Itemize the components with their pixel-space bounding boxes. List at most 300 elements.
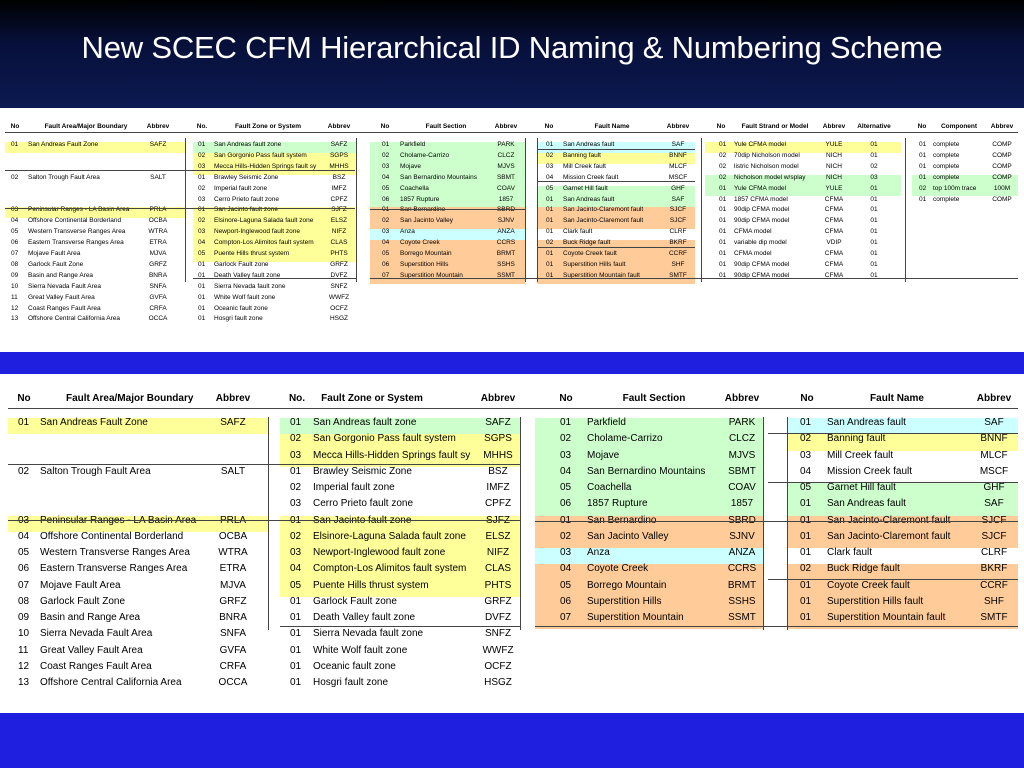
zone-row-4-col-2: Brawley Seismic Zone: [313, 465, 412, 477]
strand-row-6-col-3: CFMA: [824, 195, 844, 203]
table-rule: [370, 278, 1018, 279]
area-row-9-col-1: 09: [18, 612, 30, 623]
zone-row-4-col-1: 01: [198, 173, 206, 181]
section-row-9-col-3: ANZA: [728, 547, 756, 558]
table-rule: [370, 209, 525, 210]
table-rule: [280, 626, 520, 627]
area-row-10-col-2: Sierra Nevada Fault Area: [40, 628, 153, 640]
zone-row-8-col-3: ELSZ: [330, 217, 348, 225]
zone-row-16-col-1: 01: [198, 304, 206, 312]
name-row-8-col-3: SJCF: [669, 217, 687, 225]
area-row-12-col-2: Coast Ranges Fault Area: [40, 660, 152, 672]
section-row-12-col-1: 06: [560, 595, 572, 607]
area-row-6-col-3: ETRA: [219, 563, 247, 575]
strand-row-3-col-3: NICH: [826, 162, 842, 170]
name-row-8-col-2: San Jacinto-Claremont fault: [827, 530, 951, 542]
section-row-9-col-2: Anza: [400, 228, 415, 236]
section-row-6-col-1: 06: [382, 195, 390, 203]
section-row-6-col-2: 1857 Rupture: [587, 498, 648, 510]
zone-row-5-col-3: IMFZ: [331, 184, 347, 192]
zone-header-2: Abbrev: [327, 123, 351, 130]
zone-row-6-col-1: 03: [290, 498, 302, 510]
name-row-1-col-1: 01: [546, 141, 554, 148]
strand-row-6-col-2: 1857 CFMA model: [734, 195, 788, 203]
area-row-13-col-3: OCCA: [218, 677, 248, 688]
zone-row-3-col-2: Mecca Hills-Hidden Springs fault sy: [214, 162, 317, 170]
zone-row-8-col-1: 02: [290, 530, 302, 542]
zone-row-4-col-3: BSZ: [488, 465, 508, 477]
section-row-1-col-3: PARK: [497, 141, 515, 148]
table-rule: [537, 181, 695, 182]
area-row-5-col-3: WTRA: [148, 228, 168, 236]
area-row-10-col-3: SNFA: [149, 282, 167, 290]
slide-title: New SCEC CFM Hierarchical ID Naming & Numbering Scheme: [81, 30, 943, 65]
area-row-3-col-2: Peninsular Ranges - LA Basin Area: [40, 514, 197, 526]
strand-row-2-col-3: NICH: [826, 151, 842, 159]
strand-row-8-col-1: 01: [719, 217, 727, 225]
name-header-1: Fault Name: [594, 123, 630, 130]
area-row-2-col-3: SALT: [220, 465, 246, 477]
area-row-8-col-1: 08: [11, 260, 19, 268]
zone-row-10-col-3: CLAS: [330, 239, 348, 247]
table-rule: [8, 408, 1018, 409]
area-row-5-col-1: 05: [18, 547, 30, 558]
zone-row-13-col-3: DVFZ: [330, 271, 348, 279]
area-row-2-col-1: 02: [11, 173, 19, 181]
name-row-1-col-1: 01: [800, 417, 812, 428]
area-row-1-col-3: SAFZ: [149, 141, 167, 148]
name-row-3-col-2: Mill Creek fault: [827, 449, 894, 461]
section-row-8-col-1: 02: [382, 217, 390, 225]
zone-row-14-col-1: 01: [290, 628, 302, 640]
area-row-4-col-1: 04: [18, 530, 30, 542]
zone-row-14-col-3: SNFZ: [484, 628, 512, 640]
name-row-10-col-2: Buck Ridge fault: [563, 239, 611, 247]
zone-row-16-col-1: 01: [290, 660, 302, 672]
zone-row-3-col-3: MHHS: [329, 162, 349, 170]
table-rule: [5, 170, 355, 171]
strand-row-5-col-3: YULE: [825, 184, 843, 192]
zone-row-6-col-2: Cerro Prieto fault zone: [313, 498, 414, 510]
area-row-6-col-2: Eastern Transverse Ranges Area: [40, 563, 188, 575]
area-row-3-col-1: 03: [18, 514, 30, 526]
section-row-3-col-1: 03: [560, 449, 572, 461]
section-row-1-col-1: 01: [560, 417, 572, 428]
zone-row-9-col-1: 03: [290, 547, 302, 558]
zone-row-15-col-3: WWFZ: [482, 644, 514, 656]
name-header-1: Fault Name: [870, 393, 924, 404]
area-row-5-col-1: 05: [11, 228, 19, 236]
zone-row-5-col-3: IMFZ: [486, 482, 510, 493]
component-row-3-col-3: COMP: [992, 162, 1012, 170]
name-row-11-col-3: CCRF: [980, 579, 1008, 591]
zone-row-5-col-2: Imperial fault zone: [214, 184, 268, 192]
zone-row-3-col-1: 03: [198, 162, 206, 170]
zone-row-6-col-3: CPFZ: [330, 195, 348, 203]
area-row-7-col-2: Mojave Fault Area: [40, 579, 121, 591]
name-row-11-col-2: Coyote Creek fault: [827, 579, 910, 591]
strand-row-1-col-1: 01: [719, 141, 727, 148]
name-row-1-col-2: San Andreas fault: [827, 417, 906, 428]
zone-row-2-col-2: San Gorgonio Pass fault system: [313, 433, 456, 445]
area-row-8-col-3: GRFZ: [149, 260, 167, 268]
section-row-9-col-1: 03: [382, 228, 390, 236]
zone-row-2-col-3: SGPS: [329, 151, 349, 159]
name-row-4-col-1: 04: [800, 465, 812, 477]
section-row-1-col-3: PARK: [728, 417, 756, 428]
section-row-2-col-3: CLCZ: [497, 151, 515, 159]
zone-row-12-col-3: GRFZ: [484, 595, 512, 607]
area-row-4-col-3: OCBA: [148, 217, 168, 225]
zone-row-9-col-1: 03: [198, 228, 206, 236]
section-header-2: Abbrev: [494, 123, 518, 130]
strand-row-12-col-1: 01: [719, 260, 727, 268]
area-row-9-col-3: BNRA: [148, 271, 168, 279]
strand-row-5-col-4: 01: [870, 184, 878, 192]
table-column-rule: [356, 138, 357, 282]
area-row-13-col-2: Offshore Central California Area: [28, 315, 121, 323]
section-header-0: No: [559, 393, 573, 404]
name-row-6-col-2: San Andreas fault: [563, 195, 615, 203]
strand-row-8-col-3: CFMA: [824, 217, 844, 225]
zone-header-0: No.: [288, 393, 306, 404]
area-row-1-col-1: 01: [11, 141, 19, 148]
zone-row-7-col-1: 01: [198, 206, 206, 214]
area-row-12-col-1: 12: [11, 304, 19, 312]
section-row-10-col-3: CCRS: [727, 563, 757, 575]
table-rule: [535, 521, 763, 522]
section-header-1: Fault Section: [425, 123, 467, 130]
area-row-11-col-2: Great Valley Fault Area: [28, 293, 95, 301]
table-column-rule: [701, 138, 702, 282]
section-row-7-col-3: SBRD: [728, 514, 756, 526]
section-row-8-col-2: San Jacinto Valley: [400, 217, 453, 225]
section-row-3-col-3: MJVS: [497, 162, 515, 170]
strand-header-1: Fault Strand or Model: [741, 123, 809, 130]
name-row-12-col-1: 01: [800, 595, 812, 607]
name-row-9-col-3: CLRF: [980, 547, 1008, 558]
zone-row-6-col-2: Cerro Prieto fault zone: [214, 195, 280, 203]
zone-row-1-col-2: San Andreas fault zone: [313, 417, 417, 428]
zone-row-7-col-3: SJFZ: [486, 514, 510, 526]
table-rule: [768, 482, 1018, 483]
table-column-rule: [763, 417, 764, 630]
name-row-11-col-2: Coyote Creek fault: [563, 250, 617, 257]
area-row-13-col-2: Offshore Central California Area: [40, 677, 182, 688]
name-row-7-col-3: SJCF: [981, 514, 1007, 526]
zone-row-7-col-1: 01: [290, 514, 302, 526]
name-row-12-col-3: SHF: [671, 260, 685, 268]
table-column-rule: [525, 138, 526, 282]
zone-row-11-col-2: Puente Hills thrust system: [214, 250, 290, 257]
zone-row-7-col-2: San Jacinto fault zone: [214, 206, 278, 214]
strand-row-9-col-4: 01: [870, 228, 878, 236]
table-column-rule: [185, 138, 186, 282]
zone-row-2-col-3: SGPS: [484, 433, 512, 445]
zone-row-1-col-3: SAFZ: [330, 141, 348, 148]
zone-row-15-col-2: White Wolf fault zone: [214, 293, 276, 301]
name-row-1-col-3: SAF: [984, 417, 1004, 428]
name-row-9-col-1: 01: [546, 228, 554, 236]
area-row-12-col-3: CRFA: [219, 660, 247, 672]
section-row-3-col-1: 03: [382, 162, 390, 170]
section-row-6-col-3: 1857: [498, 195, 514, 203]
section-row-5-col-1: 05: [382, 184, 390, 192]
zone-row-1-col-1: 01: [198, 141, 206, 148]
section-row-5-col-2: Coachella: [400, 184, 429, 192]
name-row-11-col-1: 01: [800, 579, 812, 591]
area-row-4-col-1: 04: [11, 217, 19, 225]
section-row-10-col-3: CCRS: [496, 239, 516, 247]
component-row-5-col-2: top 100m trace: [933, 184, 977, 192]
name-header-2: Abbrev: [976, 393, 1012, 404]
section-row-2-col-1: 02: [382, 151, 390, 159]
zone-row-5-col-1: 02: [198, 184, 206, 192]
strand-row-3-col-2: listric Nicholson model: [734, 162, 799, 170]
zone-row-9-col-3: NIFZ: [331, 228, 347, 236]
name-row-7-col-2: San Jacinto-Claremont fault: [827, 514, 951, 526]
section-row-6-col-2: 1857 Rupture: [400, 195, 440, 203]
area-row-12-col-2: Coast Ranges Fault Area: [28, 304, 101, 312]
area-row-13-col-1: 13: [11, 315, 19, 323]
section-row-3-col-2: Mojave: [587, 449, 620, 461]
section-row-12-col-2: Superstition Hills: [400, 260, 449, 268]
component-row-4-col-2: complete: [933, 173, 960, 181]
strand-row-3-col-1: 02: [719, 162, 727, 170]
zone-row-7-col-3: SJFZ: [331, 206, 347, 214]
strand-row-7-col-3: CFMA: [824, 206, 844, 214]
zone-row-5-col-1: 02: [290, 482, 302, 493]
name-row-10-col-3: BKRF: [669, 239, 687, 247]
area-row-8-col-3: GRFZ: [219, 595, 247, 607]
name-row-2-col-1: 02: [546, 151, 554, 159]
name-row-2-col-3: BNNF: [669, 151, 687, 159]
name-row-7-col-2: San Jacinto-Claremont fault: [563, 206, 644, 214]
area-row-7-col-2: Mojave Fault Area: [28, 250, 81, 257]
component-row-3-col-1: 01: [919, 162, 927, 170]
zone-row-12-col-3: GRFZ: [330, 260, 348, 268]
name-row-3-col-2: Mill Creek fault: [563, 162, 606, 170]
name-header-2: Abbrev: [666, 123, 690, 130]
zone-row-12-col-2: Garlock Fault zone: [313, 595, 397, 607]
full-scheme-table: [0, 108, 1024, 352]
name-header-0: No: [544, 123, 554, 130]
zone-row-11-col-2: Puente Hills thrust system: [313, 579, 429, 591]
area-row-10-col-3: SNFA: [219, 628, 247, 640]
strand-row-13-col-2: 90dip CFMA model: [734, 271, 790, 279]
zone-row-8-col-2: Elsinore-Laguna Salada fault zone: [313, 530, 466, 542]
name-row-13-col-3: SMTF: [980, 612, 1008, 623]
strand-row-12-col-4: 01: [870, 260, 878, 268]
zone-row-12-col-2: Garlock Fault zone: [214, 260, 269, 268]
component-header-2: Abbrev: [990, 123, 1014, 130]
area-row-9-col-1: 09: [11, 271, 19, 279]
area-header-2: Abbrev: [146, 123, 170, 130]
section-row-13-col-2: Superstition Mountain: [400, 271, 463, 279]
zone-row-13-col-2: Death Valley fault zone: [214, 271, 281, 279]
zone-row-13-col-1: 01: [198, 271, 206, 279]
zone-row-11-col-1: 05: [198, 250, 206, 257]
zone-row-6-col-1: 03: [198, 195, 206, 203]
area-row-4-col-2: Offshore Continental Borderland: [28, 217, 122, 225]
area-row-13-col-3: OCCA: [148, 315, 168, 323]
section-row-10-col-2: Coyote Creek: [587, 563, 649, 575]
name-row-8-col-2: San Jacinto-Claremont fault: [563, 217, 644, 225]
strand-row-13-col-3: CFMA: [824, 271, 844, 279]
area-row-2-col-2: Salton Trough Fault Area: [28, 173, 100, 181]
strand-row-4-col-3: NICH: [826, 173, 842, 181]
zone-row-8-col-3: ELSZ: [485, 530, 511, 542]
zone-row-10-col-1: 04: [198, 239, 206, 247]
component-row-2-col-2: complete: [933, 151, 960, 159]
component-row-1-col-1: 01: [919, 141, 927, 148]
component-row-6-col-1: 01: [919, 195, 927, 203]
name-row-13-col-2: Superstition Mountain fault: [827, 612, 946, 623]
name-row-12-col-1: 01: [546, 260, 554, 268]
strand-row-6-col-1: 01: [719, 195, 727, 203]
section-row-10-col-1: 04: [382, 239, 390, 247]
zone-row-8-col-1: 02: [198, 217, 206, 225]
area-row-1-col-2: San Andreas Fault Zone: [28, 141, 99, 148]
area-row-5-col-2: Western Transverse Ranges Area: [40, 547, 190, 558]
zone-row-4-col-2: Brawley Seismic Zone: [214, 173, 279, 181]
table-column-rule: [787, 417, 788, 630]
name-row-1-col-3: SAF: [671, 141, 685, 148]
area-row-5-col-3: WTRA: [218, 547, 248, 558]
zone-row-17-col-3: HSGZ: [329, 315, 349, 323]
zone-row-11-col-3: PHTS: [484, 579, 512, 591]
area-row-3-col-3: PRLA: [149, 206, 167, 214]
strand-row-3-col-4: 02: [870, 162, 878, 170]
table-column-rule: [905, 138, 906, 282]
zone-row-7-col-2: San Jacinto fault zone: [313, 514, 412, 526]
strand-row-12-col-2: 90dip CFMA model: [734, 260, 790, 268]
zone-row-13-col-2: Death Valley fault zone: [313, 612, 416, 623]
component-header-1: Component: [940, 123, 978, 130]
section-row-13-col-1: 07: [560, 612, 572, 623]
section-row-7-col-2: San Bernardino: [400, 206, 446, 214]
zone-header-0: No.: [196, 123, 208, 130]
section-row-11-col-1: 05: [382, 250, 390, 257]
section-row-5-col-3: COAV: [497, 184, 515, 192]
zone-row-17-col-1: 01: [290, 677, 302, 688]
area-row-2-col-1: 02: [18, 465, 30, 477]
name-row-9-col-2: Clark fault: [563, 228, 593, 236]
area-row-7-col-1: 07: [11, 250, 19, 257]
zone-row-8-col-2: Elsinore-Laguna Salada fault zone: [214, 217, 314, 225]
section-row-8-col-2: San Jacinto Valley: [587, 530, 669, 542]
strand-row-9-col-1: 01: [719, 228, 727, 236]
zone-row-17-col-1: 01: [198, 315, 206, 323]
zone-row-10-col-1: 04: [290, 563, 302, 575]
strand-row-7-col-2: 90dip CFMA model: [734, 206, 790, 214]
area-row-10-col-1: 10: [11, 282, 19, 290]
strand-row-5-col-1: 01: [719, 184, 727, 192]
component-row-2-col-3: COMP: [992, 151, 1012, 159]
area-row-9-col-3: BNRA: [219, 612, 247, 623]
area-row-11-col-3: GVFA: [219, 644, 247, 656]
zone-row-15-col-3: WWFZ: [328, 293, 350, 301]
name-row-7-col-1: 01: [800, 514, 812, 526]
area-row-9-col-2: Basin and Range Area: [40, 612, 141, 623]
zone-row-16-col-3: OCFZ: [484, 660, 512, 672]
area-row-1-col-3: SAFZ: [220, 417, 246, 428]
section-row-2-col-2: Cholame-Carrizo: [587, 433, 663, 445]
name-row-10-col-1: 02: [546, 239, 554, 247]
area-row-8-col-2: Garlock Fault Zone: [28, 260, 84, 268]
section-row-5-col-2: Coachella: [587, 482, 632, 493]
strand-row-11-col-3: CFMA: [824, 250, 844, 257]
zone-header-1: Fault Zone or System: [234, 123, 302, 130]
section-row-8-col-1: 02: [560, 530, 572, 542]
zone-row-3-col-1: 03: [290, 449, 302, 461]
section-row-9-col-1: 03: [560, 547, 572, 558]
section-row-3-col-3: MJVS: [728, 449, 756, 461]
strand-row-4-col-2: Nicholson model w/splay: [734, 173, 806, 181]
area-row-13-col-1: 13: [18, 677, 30, 688]
zone-row-2-col-2: San Gorgonio Pass fault system: [214, 151, 307, 159]
zoomed-scheme-table: [0, 374, 1024, 713]
table-column-rule: [537, 138, 538, 282]
area-row-12-col-1: 12: [18, 660, 30, 672]
area-row-4-col-3: OCBA: [218, 530, 248, 542]
area-row-8-col-1: 08: [18, 595, 30, 607]
table-rule: [763, 521, 1018, 522]
zone-row-12-col-1: 01: [198, 260, 206, 268]
zone-row-14-col-3: SNFZ: [330, 282, 348, 290]
name-row-2-col-2: Banning fault: [563, 151, 601, 159]
zone-header-2: Abbrev: [480, 393, 516, 404]
strand-row-1-col-2: Yule CFMA model: [734, 141, 787, 148]
section-row-7-col-1: 01: [560, 514, 572, 526]
zone-row-9-col-3: NIFZ: [486, 547, 510, 558]
name-header-0: No: [800, 393, 814, 404]
zone-row-6-col-3: CPFZ: [484, 498, 512, 510]
name-row-10-col-3: BKRF: [980, 563, 1008, 575]
name-row-5-col-3: GHF: [671, 184, 685, 192]
area-row-5-col-2: Western Transverse Ranges Area: [28, 228, 126, 236]
component-row-6-col-2: complete: [933, 195, 960, 203]
strand-row-4-col-4: 03: [870, 173, 878, 181]
name-row-9-col-3: CLRF: [669, 228, 687, 236]
strand-row-6-col-4: 01: [870, 195, 878, 203]
footer-band: [0, 713, 1024, 768]
strand-row-7-col-4: 01: [870, 206, 878, 214]
area-header-1: Fault Area/Major Boundary: [44, 123, 128, 130]
area-row-10-col-2: Sierra Nevada Fault Area: [28, 282, 101, 290]
section-row-7-col-2: San Bernardino: [587, 514, 657, 526]
area-row-11-col-3: GVFA: [149, 293, 167, 301]
table-rule: [5, 132, 1018, 133]
zone-row-12-col-1: 01: [290, 595, 302, 607]
name-row-10-col-1: 02: [800, 563, 812, 575]
strand-row-10-col-1: 01: [719, 239, 727, 247]
name-row-4-col-3: MSCF: [668, 173, 688, 181]
section-row-4-col-2: San Bernardino Mountains: [587, 465, 706, 477]
zone-row-13-col-3: DVFZ: [484, 612, 512, 623]
section-row-4-col-3: SBMT: [496, 173, 516, 181]
name-row-12-col-3: SHF: [984, 595, 1004, 607]
zone-row-13-col-1: 01: [290, 612, 302, 623]
name-row-8-col-1: 01: [546, 217, 554, 225]
name-row-9-col-1: 01: [800, 547, 812, 558]
zone-row-15-col-1: 01: [290, 644, 302, 656]
area-row-3-col-2: Peninsular Ranges - LA Basin Area: [28, 206, 130, 214]
table-rule: [537, 149, 695, 150]
zone-header-1: Fault Zone or System: [321, 393, 423, 404]
section-row-10-col-1: 04: [560, 563, 572, 575]
name-row-4-col-1: 04: [546, 173, 554, 181]
